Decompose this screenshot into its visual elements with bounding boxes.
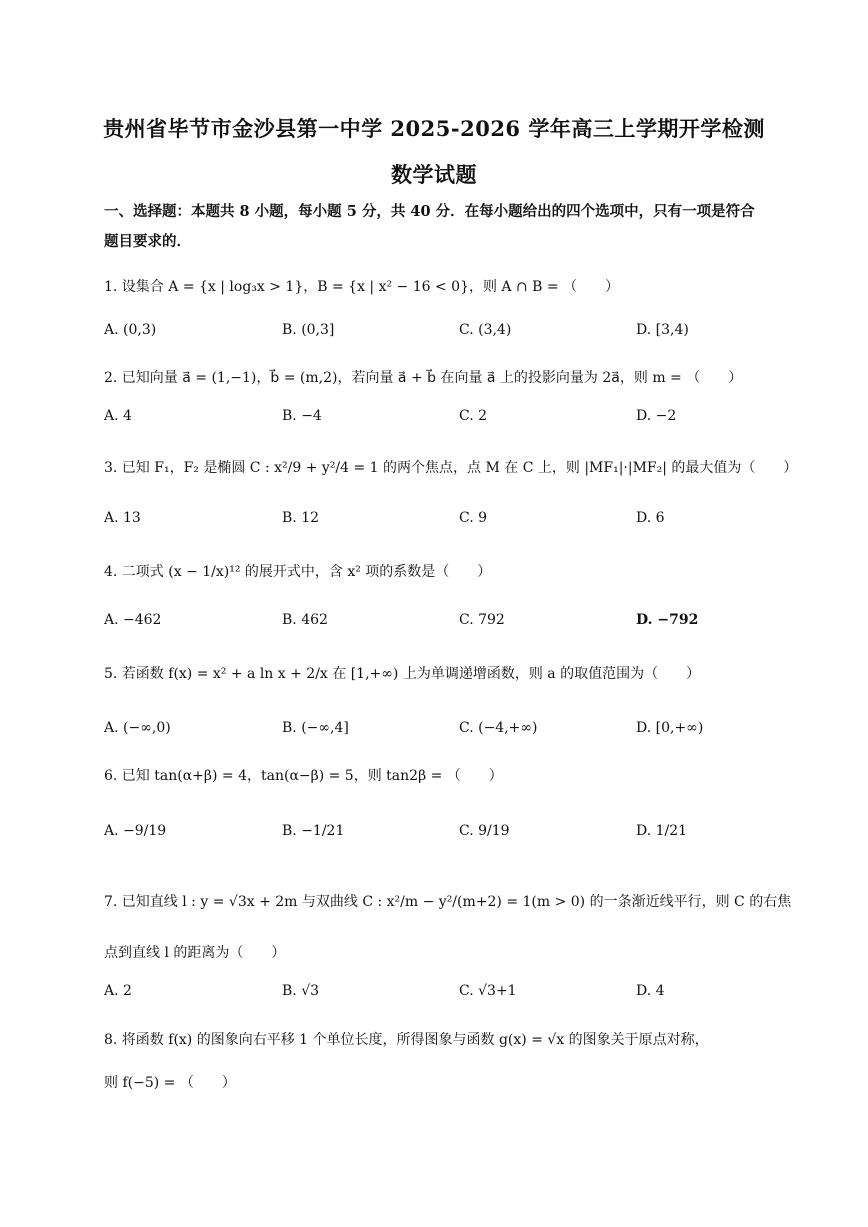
q1-option-a[interactable]: A. (0,3) xyxy=(104,322,157,338)
question-6-stem: 6. 已知 tan(α+β) = 4，tan(α−β) = 5，则 tan2β = （ ） xyxy=(104,768,503,784)
q2-option-c[interactable]: C. 2 xyxy=(459,408,488,424)
q3-option-c[interactable]: C. 9 xyxy=(459,510,488,526)
q7-option-d[interactable]: D. 4 xyxy=(636,983,665,999)
question-8-stem-line2: 则 f(−5) = （ ） xyxy=(104,1075,236,1091)
q1-option-d[interactable]: D. [3,4) xyxy=(636,322,689,338)
q2-option-b[interactable]: B. −4 xyxy=(282,408,322,424)
q1-option-b[interactable]: B. (0,3] xyxy=(282,322,335,338)
question-2-stem: 2. 已知向量 a⃗ = (1,−1)，b⃗ = (m,2)，若向量 a⃗ + b⃗ 在向量 a⃗ 上的投影向量为 2a⃗，则 m = （ ） xyxy=(104,370,743,386)
q5-option-c[interactable]: C. (−4,+∞) xyxy=(459,720,538,736)
question-4-stem: 4. 二项式 (x − 1/x)¹² 的展开式中，含 x² 项的系数是（ ） xyxy=(104,564,492,580)
q4-option-b[interactable]: B. 462 xyxy=(282,612,328,628)
q6-option-b[interactable]: B. −1/21 xyxy=(282,823,345,839)
q1-option-c[interactable]: C. (3,4) xyxy=(459,322,512,338)
q7-option-b[interactable]: B. √3 xyxy=(282,983,320,999)
section-heading xyxy=(104,197,769,257)
q7-option-a[interactable]: A. 2 xyxy=(104,983,132,999)
question-7-stem: 7. 已知直线 l : y = √3x + 2m 与双曲线 C : x²/m − y²/(m+2) = 1(m > 0) 的一条渐近线平行，则 C 的右焦 xyxy=(104,894,792,910)
q6-option-c[interactable]: C. 9/19 xyxy=(459,823,510,839)
q4-option-c[interactable]: C. 792 xyxy=(459,612,505,628)
q3-option-b[interactable]: B. 12 xyxy=(282,510,320,526)
question-7-stem-line2: 点到直线 l 的距离为（ ） xyxy=(104,945,286,961)
q2-option-a[interactable]: A. 4 xyxy=(104,408,132,424)
exam-subtitle: 数学试题 xyxy=(391,162,477,187)
q5-option-b[interactable]: B. (−∞,4] xyxy=(282,720,349,736)
section-heading-line2: 题目要求的． xyxy=(104,233,191,250)
q4-option-a[interactable]: A. −462 xyxy=(104,612,162,628)
section-heading-line1: 一、选择题：本题共 8 小题，每小题 5 分，共 40 分．在每小题给出的四个选项中，只有一项是符合 xyxy=(104,203,755,220)
q4-option-d[interactable]: D. −792 xyxy=(636,612,699,628)
exam-title: 贵州省毕节市金沙县第一中学 2025-2026 学年高三上学期开学检测 xyxy=(103,116,765,141)
question-5-stem: 5. 若函数 f(x) = x² + a ln x + 2/x 在 [1,+∞) 上为单调递增函数，则 a 的取值范围为（ ） xyxy=(104,666,701,682)
q3-option-a[interactable]: A. 13 xyxy=(104,510,141,526)
q6-option-d[interactable]: D. 1/21 xyxy=(636,823,688,839)
q7-option-c[interactable]: C. √3+1 xyxy=(459,983,517,999)
q5-option-d[interactable]: D. [0,+∞) xyxy=(636,720,704,736)
q5-option-a[interactable]: A. (−∞,0) xyxy=(104,720,171,736)
question-3-stem: 3. 已知 F₁，F₂ 是椭圆 C : x²/9 + y²/4 = 1 的两个焦点，点 M 在 C 上，则 |MF₁|·|MF₂| 的最大值为（ ） xyxy=(104,460,798,476)
question-1-stem: 1. 设集合 A = {x | log₃x > 1}，B = {x | x² − 16 < 0}，则 A ∩ B = （ ） xyxy=(104,279,620,295)
q2-option-d[interactable]: D. −2 xyxy=(636,408,677,424)
q3-option-d[interactable]: D. 6 xyxy=(636,510,665,526)
question-8-stem: 8. 将函数 f(x) 的图象向右平移 1 个单位长度，所得图象与函数 g(x) = √x 的图象关于原点对称， xyxy=(104,1032,709,1048)
q6-option-a[interactable]: A. −9/19 xyxy=(104,823,167,839)
